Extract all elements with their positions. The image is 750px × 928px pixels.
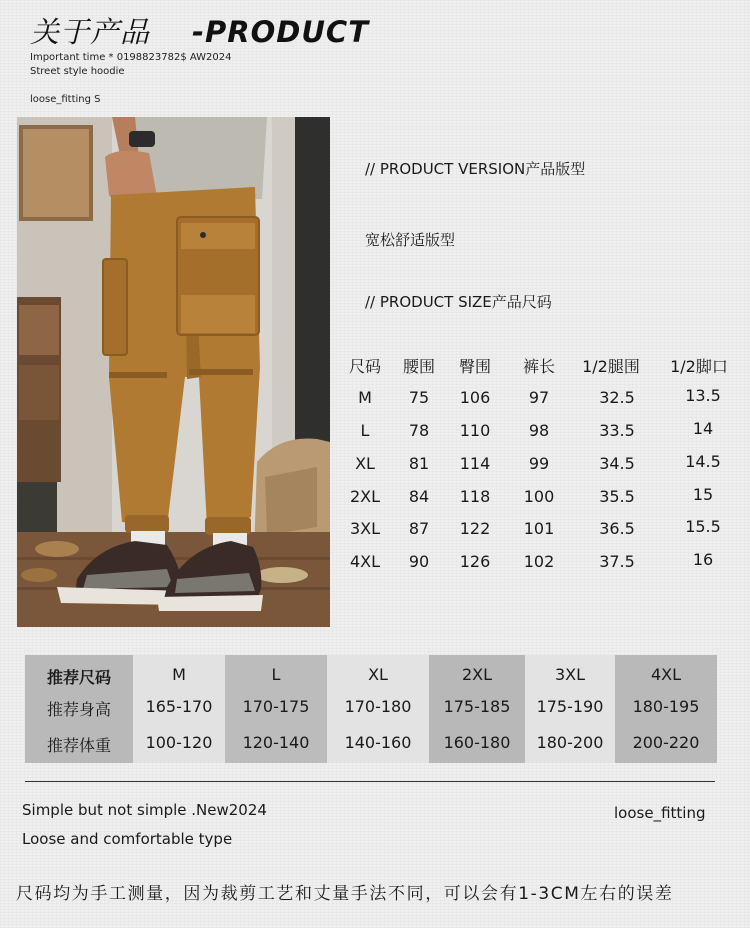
recommend-cell: 4XL (650, 665, 682, 684)
size-cell: 15 (692, 485, 714, 504)
recommend-column (525, 655, 615, 763)
size-cell: 78 (408, 421, 430, 440)
size-cell: 2XL (349, 487, 381, 506)
size-cell: L (360, 421, 370, 440)
size-header: 1/2腿围 (582, 357, 640, 376)
size-cell: 87 (408, 519, 430, 538)
recommend-cell: 180-200 (536, 733, 604, 752)
recommend-table (25, 655, 717, 763)
size-cell: 75 (408, 388, 430, 407)
size-cell: 81 (408, 454, 430, 473)
header-line-1: Important time * 0198823782$ AW2024 (30, 52, 232, 63)
recommend-cell: 170-180 (344, 697, 412, 716)
product-version-label: // PRODUCT VERSION产品版型 (365, 160, 586, 178)
size-cell: XL (355, 454, 375, 473)
recommend-cell: 165-170 (145, 697, 213, 716)
size-cell: 98 (528, 421, 550, 440)
recommend-cell: 180-195 (632, 697, 700, 716)
recommend-cell: 175-185 (443, 697, 511, 716)
size-cell: 101 (523, 519, 555, 538)
recommend-cell: 2XL (461, 665, 493, 684)
size-cell: 110 (459, 421, 491, 440)
size-header: 尺码 (348, 357, 381, 376)
product-version-value: 宽松舒适版型 (365, 231, 456, 249)
size-cell: 99 (528, 454, 550, 473)
recommend-cell: 推荐尺码 (46, 668, 111, 687)
size-cell: 114 (459, 454, 491, 473)
size-cell: 16 (692, 550, 714, 569)
size-cell: 90 (408, 552, 430, 571)
recommend-column (429, 655, 525, 763)
size-cell: 100 (523, 487, 555, 506)
size-cell: 37.5 (599, 552, 635, 571)
size-cell: 97 (528, 388, 550, 407)
recommend-cell: 140-160 (344, 733, 412, 752)
recommend-column (327, 655, 429, 763)
size-header: 1/2脚口 (670, 357, 728, 376)
recommend-cell: 120-140 (242, 733, 310, 752)
recommend-cell: 100-120 (145, 733, 213, 752)
size-cell: 36.5 (599, 519, 635, 538)
size-cell: 15.5 (685, 517, 721, 536)
product-size-label: // PRODUCT SIZE产品尺码 (365, 293, 552, 311)
size-header: 腰围 (402, 357, 435, 376)
size-cell: 122 (459, 519, 491, 538)
recommend-cell: 3XL (554, 665, 586, 684)
size-cell: 106 (459, 388, 491, 407)
recommend-cell: XL (368, 665, 388, 684)
size-cell: 4XL (349, 552, 381, 571)
recommend-cell: 170-175 (242, 697, 310, 716)
footer-tagline: Simple but not simple .New2024 (22, 801, 267, 819)
header-line-3: loose_fitting S (30, 94, 101, 105)
size-cell: 35.5 (599, 487, 635, 506)
recommend-cell: 160-180 (443, 733, 511, 752)
size-cell: 126 (459, 552, 491, 571)
size-cell: 14 (692, 419, 714, 438)
recommend-cell: M (172, 665, 186, 684)
recommend-cell: 推荐身高 (46, 700, 111, 719)
size-cell: 3XL (349, 519, 381, 538)
footer-fit-label: loose_fitting (614, 804, 706, 822)
size-cell: 13.5 (685, 386, 721, 405)
footer-description: Loose and comfortable type (22, 830, 233, 848)
size-cell: 34.5 (599, 454, 635, 473)
size-cell: 33.5 (599, 421, 635, 440)
recommend-cell: 200-220 (632, 733, 700, 752)
size-cell: 14.5 (685, 452, 721, 471)
header-line-2: Street style hoodie (30, 66, 125, 77)
recommend-column (615, 655, 717, 763)
footer-divider (25, 781, 715, 782)
size-cell: 84 (408, 487, 430, 506)
recommend-column (25, 655, 133, 763)
recommend-cell: L (271, 665, 281, 684)
size-header: 臀围 (458, 357, 491, 376)
size-cell: 102 (523, 552, 555, 571)
recommend-column (225, 655, 327, 763)
size-header: 裤长 (522, 357, 555, 376)
size-cell: 32.5 (599, 388, 635, 407)
recommend-cell: 175-190 (536, 697, 604, 716)
size-cell: M (358, 388, 372, 407)
page-title-cn: 关于产品 (30, 15, 151, 49)
recommend-column (133, 655, 225, 763)
page-title-en: -PRODUCT (192, 15, 369, 49)
size-cell: 118 (459, 487, 491, 506)
measurement-note: 尺码均为手工测量，因为裁剪工艺和丈量手法不同，可以会有1-3CM左右的误差 (16, 884, 674, 904)
recommend-cell: 推荐体重 (46, 736, 111, 755)
